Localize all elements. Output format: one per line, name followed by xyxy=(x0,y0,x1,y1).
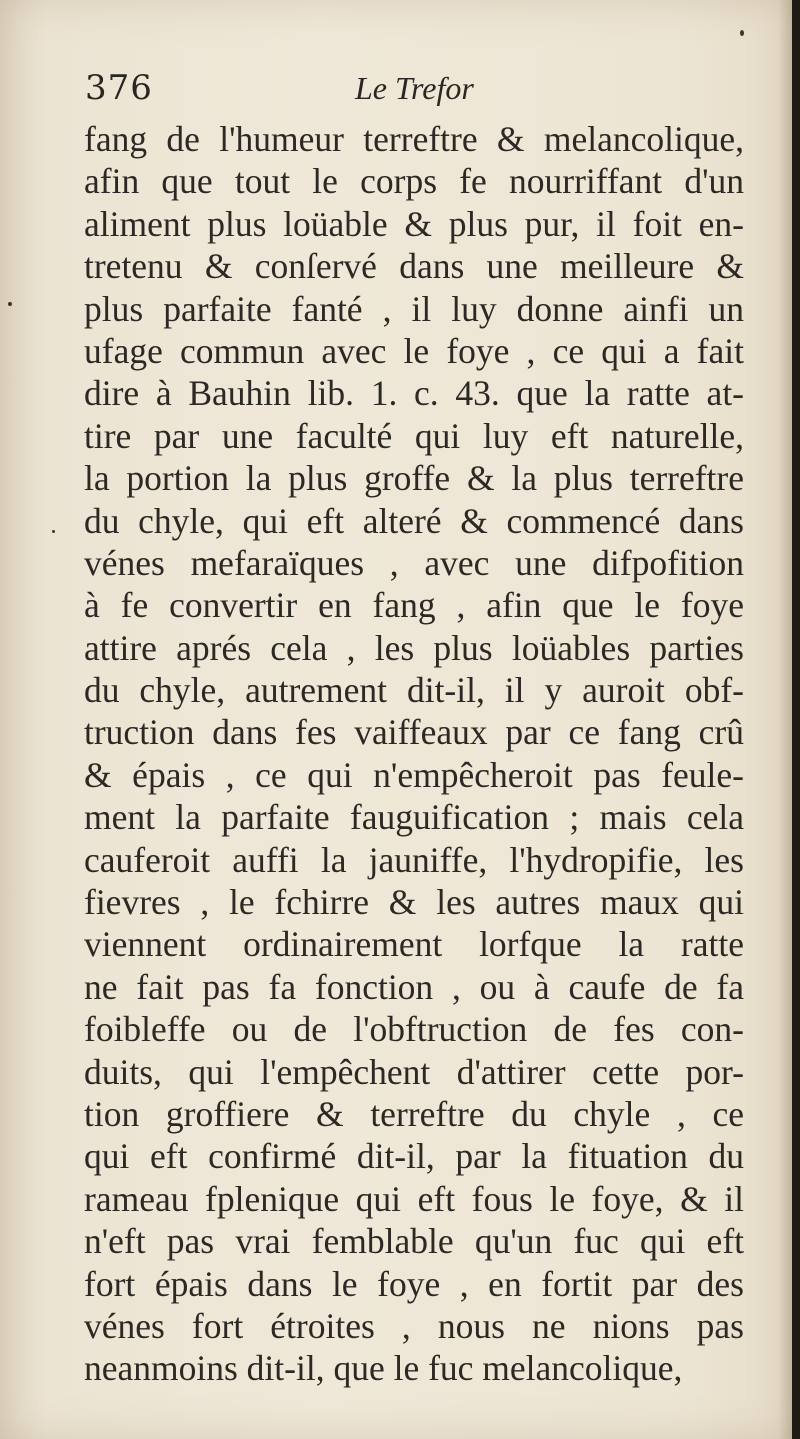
text-line: ufage commun avec le foye , ce qui a fait xyxy=(84,330,744,371)
text-line: fort épais dans le foye , en fortit par des xyxy=(84,1263,744,1304)
text-line: afin que tout le corps fe nourriffant d'un xyxy=(84,161,744,202)
text-line: qui eft confirmé dit-il, par la fituation du xyxy=(84,1136,744,1177)
text-line: à fe convertir en fang , afin que le foye xyxy=(84,585,744,626)
text-line: dire à Bauhin lib. 1. c. 43. que la ratte at- xyxy=(84,373,744,414)
page-header xyxy=(85,68,745,118)
text-line: fievres , le fchirre & les autres maux qui xyxy=(84,882,744,923)
text-line: plus parfaite fanté , il luy donne ainfi un xyxy=(84,288,744,329)
text-line: cauferoit auffi la jauniffe, l'hydropifie, les xyxy=(84,839,744,880)
body-text xyxy=(84,118,744,1390)
text-line: foibleffe ou de l'obftruction de fes con- xyxy=(84,1009,744,1050)
text-line: aliment plus loüable & plus pur, il foit en- xyxy=(84,203,744,244)
ink-speck xyxy=(740,30,744,36)
text-line: vénes mefaraïques , avec une difpofition xyxy=(84,542,744,583)
text-line: ne fait pas fa fonction , ou à caufe de fa xyxy=(84,966,744,1007)
text-line: la portion la plus groffe & la plus terreftre xyxy=(84,458,744,499)
text-line: tion groffiere & terreftre du chyle , ce xyxy=(84,1093,744,1134)
running-title: Le Trefor xyxy=(355,70,474,106)
text-line: du chyle, autrement dit-il, il y auroit obf- xyxy=(84,670,744,711)
ink-speck xyxy=(52,530,55,533)
text-line: rameau fplenique qui eft fous le foye, & il xyxy=(84,1178,744,1219)
text-line: ment la parfaite fauguification ; mais cela xyxy=(84,797,744,838)
page-number: 376 xyxy=(85,68,153,108)
text-line: neanmoins dit-il, que le fuc melancolique, xyxy=(84,1348,683,1389)
text-line: truction dans fes vaiffeaux par ce fang crû xyxy=(84,712,744,753)
text-line: duits, qui l'empêchent d'attirer cette por- xyxy=(84,1051,744,1092)
text-line: tire par une faculté qui luy eft naturelle, xyxy=(84,415,744,456)
text-line: attire aprés cela , les plus loüables parties xyxy=(84,627,744,668)
text-line: & épais , ce qui n'empêcheroit pas feule- xyxy=(84,754,744,795)
text-line: du chyle, qui eft alteré & commencé dans xyxy=(84,500,744,541)
text-line: viennent ordinairement lorfque la ratte xyxy=(84,924,744,965)
text-line: n'eft pas vrai femblable qu'un fuc qui eft xyxy=(84,1221,744,1262)
text-line: fang de l'humeur terreftre & melancolique, xyxy=(84,119,744,159)
text-line: tretenu & conſervé dans une meilleure & xyxy=(84,246,744,287)
ink-speck xyxy=(8,302,12,306)
page-edge-shadow xyxy=(778,0,792,1439)
text-line: vénes fort étroites , nous ne nions pas xyxy=(84,1305,744,1346)
